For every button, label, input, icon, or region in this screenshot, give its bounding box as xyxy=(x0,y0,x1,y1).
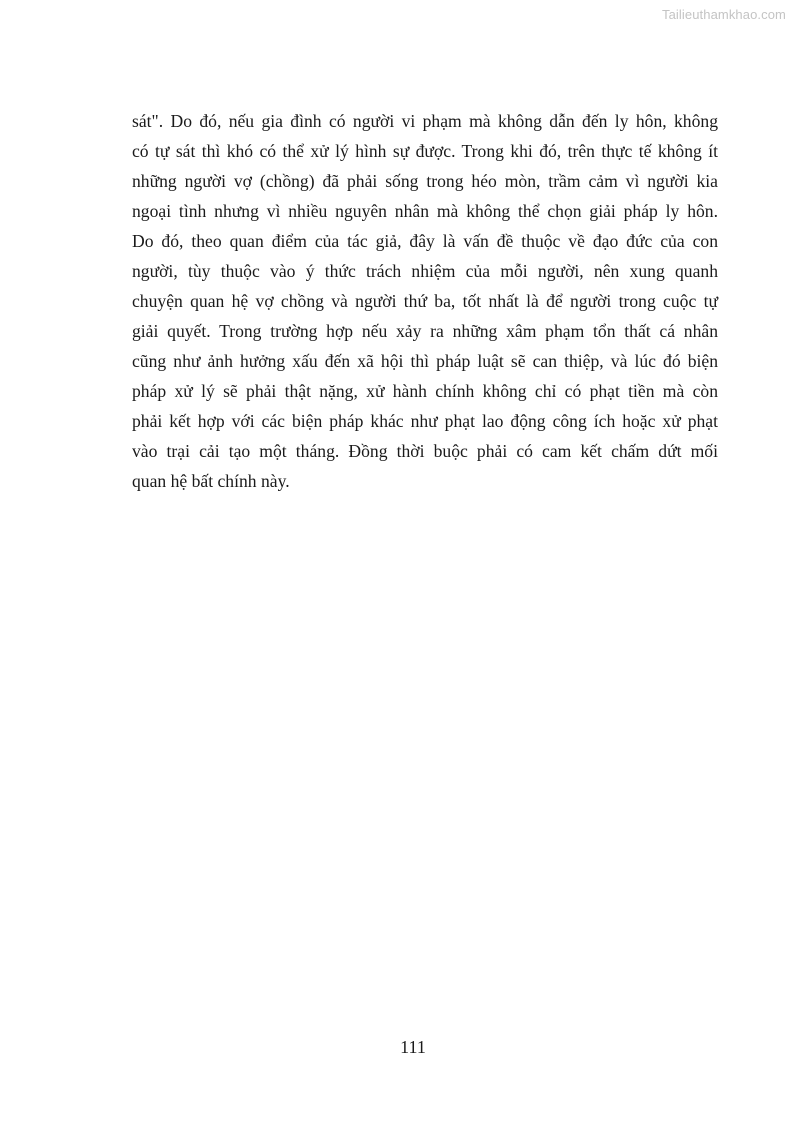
paragraph-line: người, tùy thuộc vào ý thức trách nhiệm của mỗi người, nên xung quanh xyxy=(132,261,718,281)
watermark-text: Tailieuthamkhao.com xyxy=(661,7,786,22)
paragraph-line: pháp xử lý sẽ phải thật nặng, xử hành chính không chỉ có phạt tiền mà còn xyxy=(132,381,718,401)
page-number: 111 xyxy=(400,1037,426,1057)
body-paragraph xyxy=(132,106,718,496)
paragraph-line: Do đó, theo quan điểm của tác giả, đây là vấn đề thuộc về đạo đức của con xyxy=(132,231,718,251)
paragraph-line: sát". Do đó, nếu gia đình có người vi phạm mà không dẫn đến ly hôn, không xyxy=(132,111,718,131)
paragraph-line: chuyện quan hệ vợ chồng và người thứ ba, tốt nhất là để người trong cuộc tự xyxy=(132,291,718,311)
paragraph-line: có tự sát thì khó có thể xử lý hình sự được. Trong khi đó, trên thực tế không ít xyxy=(132,141,718,161)
paragraph-line: cũng như ảnh hưởng xấu đến xã hội thì pháp luật sẽ can thiệp, và lúc đó biện xyxy=(132,351,718,371)
paragraph-line: ngoại tình nhưng vì nhiều nguyên nhân mà không thể chọn giải pháp ly hôn. xyxy=(132,201,718,221)
paragraph-line-last: quan hệ bất chính này. xyxy=(132,471,290,491)
paragraph-line: những người vợ (chồng) đã phải sống trong héo mòn, trầm cảm vì người kia xyxy=(132,171,718,191)
paragraph-line: phải kết hợp với các biện pháp khác như phạt lao động công ích hoặc xử phạt xyxy=(132,411,718,431)
paragraph-line: vào trại cải tạo một tháng. Đồng thời buộc phải có cam kết chấm dứt mối xyxy=(132,441,718,461)
paragraph-line: giải quyết. Trong trường hợp nếu xảy ra những xâm phạm tổn thất cá nhân xyxy=(132,321,718,341)
